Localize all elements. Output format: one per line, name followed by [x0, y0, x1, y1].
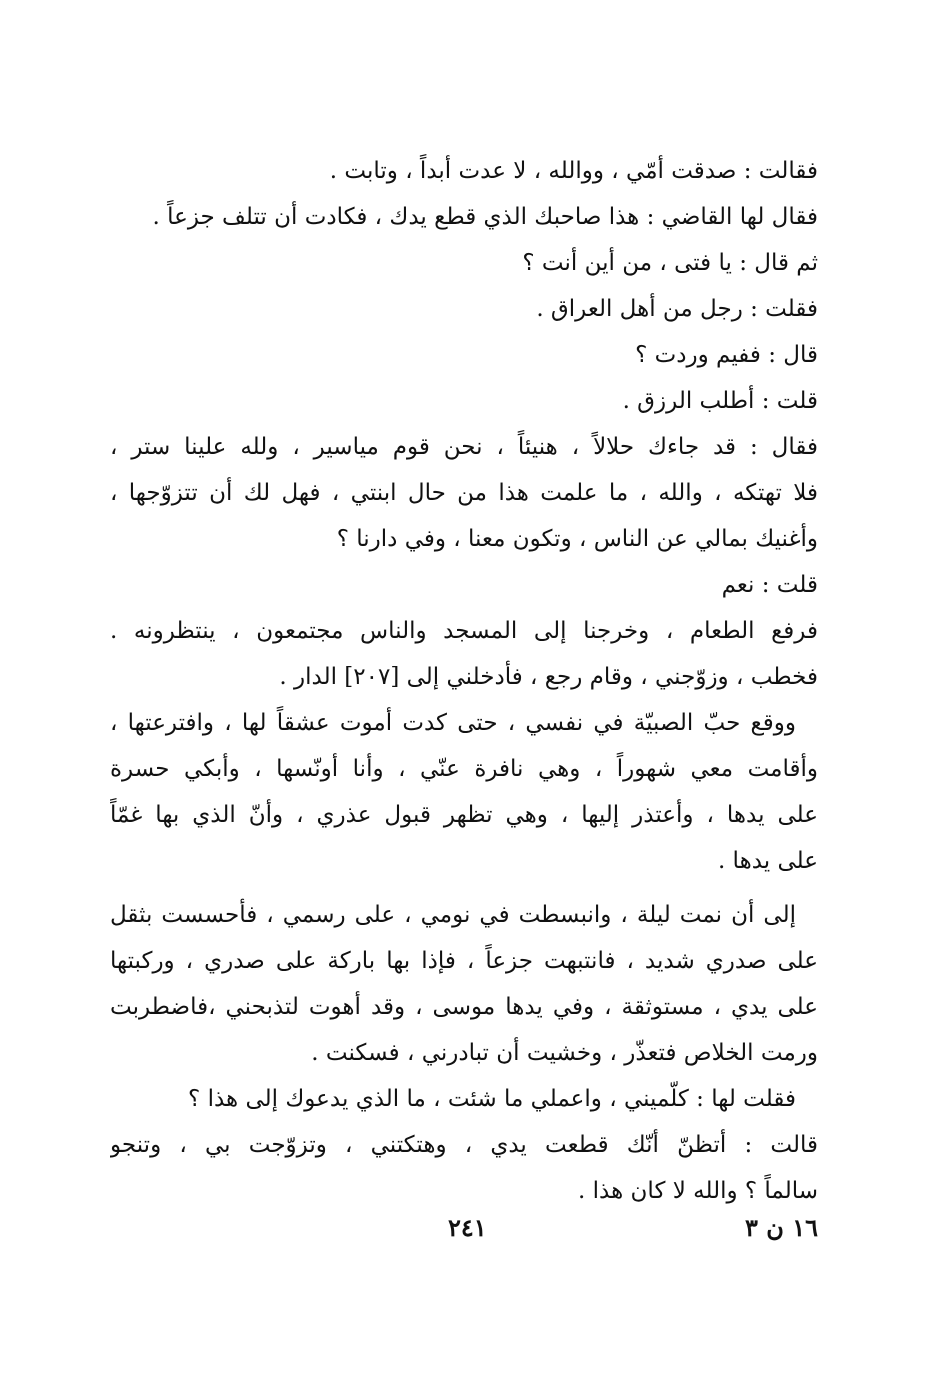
text-line: فرفع الطعام ، وخرجنا إلى المسجد والناس مجتمعون ، ينتظرونه . — [110, 618, 818, 644]
text-line: على يدها . — [717, 848, 818, 874]
text-line: فخطب ، وزوّجني ، وقام رجع ، فأدخلني إلى [٢٠٧] الدار . — [279, 664, 818, 690]
text-line: على يدها ، وأعتذر إليها ، وهي تظهر قبول عذري ، وأنّ الذي بها غمّاً — [110, 802, 818, 828]
text-line: فقلت : رجل من أهل العراق . — [536, 296, 818, 322]
printer-signature: ١٦ ن ٣ — [744, 1213, 818, 1242]
text-line: فقال لها القاضي : هذا صاحبك الذي قطع يدك ، فكادت أن تتلف جزعاً . — [152, 204, 818, 230]
text-line: قلت : أطلب الرزق . — [622, 388, 818, 414]
text-line: فلا تهتكه ، والله ، ما علمت هذا من حال ابنتي ، فهل لك أن تتزوّجها ، — [110, 480, 818, 506]
text-line: فقالت : صدقت أمّي ، ووالله ، لا عدت أبداً ، وتابت . — [329, 158, 818, 184]
text-line: ثم قال : يا فتى ، من أين أنت ؟ — [522, 250, 818, 276]
text-line: وأقامت معي شهوراً ، وهي نافرة عنّي ، وأنا أونّسها ، وأبكي حسرة — [110, 756, 818, 782]
text-line: فقلت لها : كلّميني ، واعملي ما شئت ، ما الذي يدعوك إلى هذا ؟ — [188, 1086, 796, 1112]
text-line: سالماً ؟ والله لا كان هذا . — [578, 1178, 818, 1204]
text-line: قلت : نعم — [721, 572, 818, 598]
page-number: ٢٤١ — [448, 1213, 487, 1242]
text-line: ووقع حبّ الصبيّة في نفسي ، حتى كدت أموت عشقاً لها ، وافترعتها ، — [110, 710, 796, 736]
paragraph-gap — [110, 884, 818, 892]
text-line: ورمت الخلاص فتعذّر ، وخشيت أن تبادرني ، فسكنت . — [311, 1040, 818, 1066]
text-line: فقال : قد جاءك حلالاً ، هنيئاً ، نحن قوم مياسير ، ولله علينا ستر ، — [110, 434, 818, 460]
text-line: على صدري شديد ، فانتبهت جزعاً ، فإذا بها باركة على صدري ، وركبتها — [110, 948, 818, 974]
page-footer — [110, 1213, 818, 1253]
text-line: على يدي ، مستوثقة ، وفي يدها موسى ، وقد أهوت لتذبحني ،فاضطربت — [110, 994, 818, 1020]
text-line: وأغنيك بمالي عن الناس ، وتكون معنا ، وفي دارنا ؟ — [336, 526, 818, 552]
text-line: قالت : أتظنّ أنّك قطعت يدي ، وهتكتني ، وتزوّجت بي ، وتنجو — [110, 1132, 818, 1158]
text-line: إلى أن نمت ليلة ، وانبسطت في نومي ، على رسمي ، فأحسست بثقل — [110, 902, 796, 928]
body-text — [110, 148, 818, 1214]
text-line: قال : ففيم وردت ؟ — [635, 342, 818, 368]
